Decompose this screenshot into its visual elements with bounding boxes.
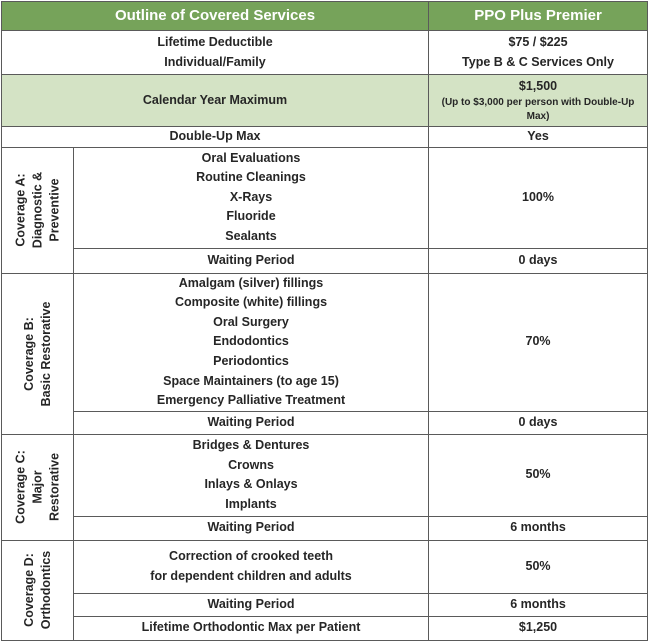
coverage-a-percent: 100% bbox=[429, 147, 648, 248]
coverage-c-side-line3: Restorative bbox=[47, 453, 61, 522]
coverage-c-side-line1: Coverage C: bbox=[13, 450, 27, 525]
service-item: Space Maintainers (to age 15) bbox=[163, 373, 339, 388]
coverage-c-waiting-value: 6 months bbox=[429, 516, 648, 540]
coverage-a-waiting-row bbox=[2, 248, 648, 273]
coverage-c-services-row bbox=[2, 434, 648, 516]
service-item: Inlays & Onlays bbox=[204, 477, 298, 492]
service-item: Amalgam (silver) fillings bbox=[178, 275, 324, 290]
coverage-a-side-line2: Diagnostic & bbox=[30, 171, 44, 249]
coverage-c-waiting-row bbox=[2, 516, 648, 540]
coverage-c-vertical-text bbox=[12, 450, 63, 524]
coverage-c-side-line2: Major bbox=[30, 470, 44, 504]
coverage-d-lifetime-row bbox=[2, 616, 648, 640]
service-item: X-Rays bbox=[229, 189, 273, 204]
calendar-max-amount: $1,500 bbox=[518, 78, 558, 93]
coverage-c-waiting-label: Waiting Period bbox=[74, 516, 429, 540]
service-item: Correction of crooked teeth bbox=[169, 549, 333, 564]
covered-services-table bbox=[1, 1, 648, 641]
service-item: Composite (white) fillings bbox=[174, 295, 328, 310]
service-item: Emergency Palliative Treatment bbox=[156, 393, 346, 408]
header-plan: PPO Plus Premier bbox=[429, 2, 648, 31]
coverage-d-side-line1: Coverage D: bbox=[21, 553, 36, 628]
coverage-a-side-label bbox=[2, 147, 74, 273]
coverage-b-waiting-label: Waiting Period bbox=[74, 411, 429, 434]
coverage-b-waiting-row bbox=[2, 411, 648, 434]
header-row bbox=[2, 2, 648, 31]
deductible-label-line2: Individual/Family bbox=[164, 54, 266, 69]
calendar-max-row bbox=[2, 75, 648, 127]
service-item: Routine Cleanings bbox=[196, 170, 306, 185]
deductible-value bbox=[429, 31, 648, 75]
coverage-d-waiting-row bbox=[2, 593, 648, 616]
coverage-a-waiting-value: 0 days bbox=[429, 248, 648, 273]
coverage-b-waiting-value: 0 days bbox=[429, 411, 648, 434]
coverage-b-services-row bbox=[2, 273, 648, 411]
calendar-max-value bbox=[429, 75, 648, 127]
service-item: Oral Evaluations bbox=[201, 150, 301, 165]
coverage-b-vertical-text bbox=[21, 301, 55, 406]
coverage-a-vertical-text bbox=[12, 172, 63, 248]
coverage-d-lifetime-value: $1,250 bbox=[429, 616, 648, 640]
coverage-d-side-label bbox=[2, 540, 74, 640]
service-item: Sealants bbox=[225, 228, 277, 243]
coverage-b-services bbox=[74, 273, 429, 411]
coverage-b-side-line2: Basic Restorative bbox=[38, 301, 53, 407]
coverage-d-waiting-value: 6 months bbox=[429, 593, 648, 616]
double-up-row bbox=[2, 127, 648, 148]
coverage-a-waiting-label: Waiting Period bbox=[74, 248, 429, 273]
coverage-b-side-line1: Coverage B: bbox=[21, 316, 36, 391]
calendar-max-label: Calendar Year Maximum bbox=[2, 75, 429, 127]
coverage-d-percent: 50% bbox=[429, 540, 648, 593]
header-services: Outline of Covered Services bbox=[2, 2, 429, 31]
service-item: Implants bbox=[225, 496, 277, 511]
double-up-label: Double-Up Max bbox=[2, 127, 429, 148]
coverage-a-services-row bbox=[2, 147, 648, 248]
service-item: Periodontics bbox=[213, 353, 289, 368]
coverage-d-side-line2: Orthodontics bbox=[38, 551, 53, 630]
coverage-a-side-line1: Coverage A: bbox=[13, 173, 27, 247]
coverage-c-percent: 50% bbox=[429, 434, 648, 516]
coverage-d-services-row bbox=[2, 540, 648, 593]
service-item: Endodontics bbox=[213, 334, 289, 349]
coverage-b-side-label bbox=[2, 273, 74, 434]
calendar-max-note: (Up to $3,000 per person with Double-Up Max) bbox=[441, 97, 635, 123]
coverage-c-side-label bbox=[2, 434, 74, 540]
coverage-d-vertical-text bbox=[21, 551, 55, 629]
coverage-b-percent: 70% bbox=[429, 273, 648, 411]
double-up-value: Yes bbox=[429, 127, 648, 148]
deductible-value-line2: Type B & C Services Only bbox=[462, 54, 614, 69]
coverage-d-lifetime-label: Lifetime Orthodontic Max per Patient bbox=[74, 616, 429, 640]
deductible-value-line1: $75 / $225 bbox=[508, 34, 568, 49]
deductible-label-line1: Lifetime Deductible bbox=[157, 34, 273, 49]
service-item: Fluoride bbox=[226, 209, 276, 224]
coverage-d-services bbox=[74, 540, 429, 593]
coverage-d-waiting-label: Waiting Period bbox=[74, 593, 429, 616]
service-item: Bridges & Dentures bbox=[192, 438, 310, 453]
coverage-a-side-line3: Preventive bbox=[47, 178, 61, 242]
coverage-a-services bbox=[74, 147, 429, 248]
deductible-row bbox=[2, 31, 648, 75]
service-item: Oral Surgery bbox=[213, 314, 289, 329]
service-item: for dependent children and adults bbox=[150, 568, 352, 583]
service-item: Crowns bbox=[228, 457, 274, 472]
coverage-c-services bbox=[74, 434, 429, 516]
deductible-label bbox=[2, 31, 429, 75]
